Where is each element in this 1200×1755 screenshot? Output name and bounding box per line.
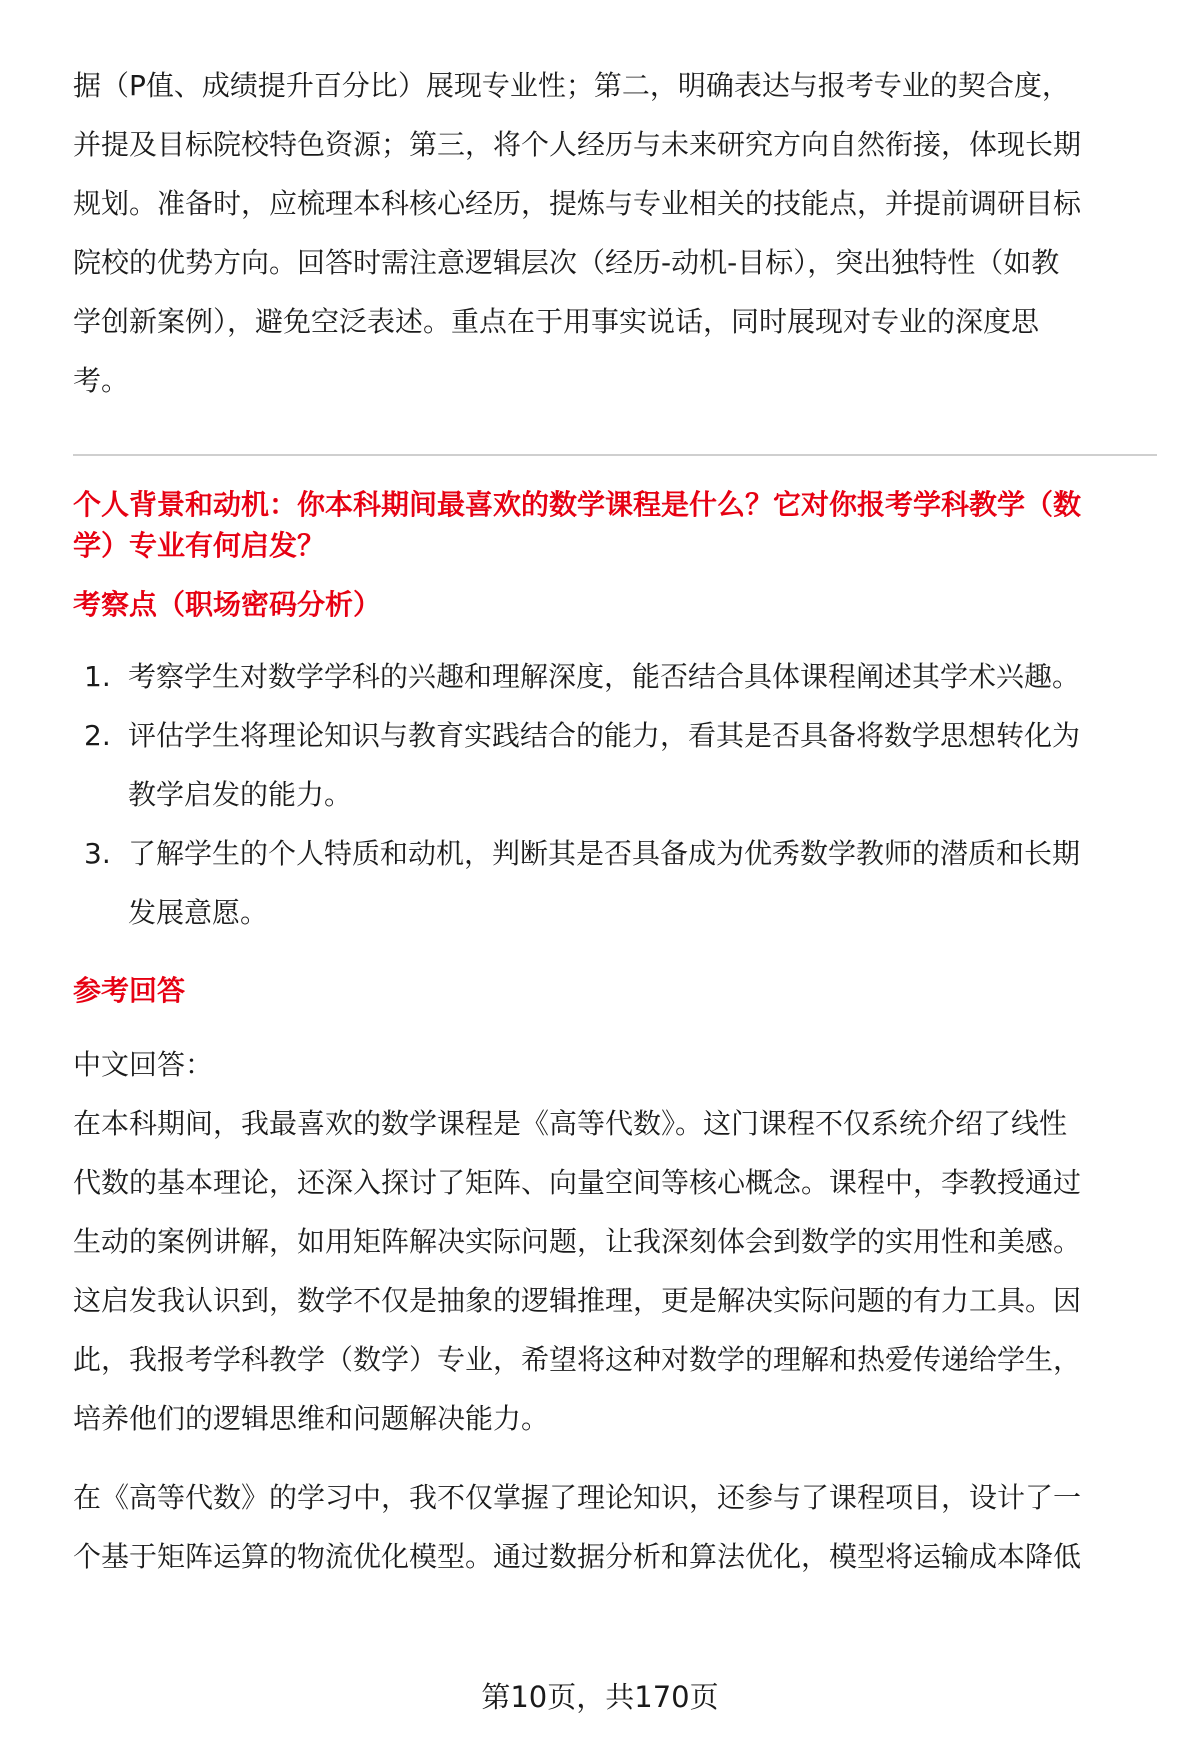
text-line: 据（P值、成绩提升百分比）展现专业性；第二，明确表达与报考专业的契合度，	[73, 69, 1070, 102]
text-line: 考。	[73, 364, 130, 397]
assessment-heading: 考察点（职场密码分析）	[73, 588, 382, 621]
list-item-text: 了解学生的个人特质和动机，判断其是否具备成为优秀数学教师的潜质和长期	[128, 837, 1081, 870]
text-line: 生动的案例讲解，如用矩阵解决实际问题，让我深刻体会到数学的实用性和美感。	[73, 1225, 1082, 1258]
list-number: 1.	[84, 660, 111, 693]
list-item	[73, 706, 1157, 824]
question-title	[73, 484, 1157, 566]
text-line: 培养他们的逻辑思维和问题解决能力。	[73, 1402, 550, 1435]
list-number: 2.	[84, 719, 111, 752]
intro-paragraph	[73, 56, 1157, 410]
question-title-line: 学）专业有何启发？	[73, 529, 326, 562]
list-item-text: 教学启发的能力。	[128, 778, 353, 811]
text-line: 并提及目标院校特色资源；第三，将个人经历与未来研究方向自然衔接，体现长期	[73, 128, 1082, 161]
list-number: 3.	[84, 837, 111, 870]
text-line: 个基于矩阵运算的物流优化模型。通过数据分析和算法优化，模型将运输成本降低	[73, 1540, 1082, 1573]
document-page	[73, 56, 1157, 1586]
paragraph-gap	[73, 1448, 1157, 1468]
text-line: 在《高等代数》的学习中，我不仅掌握了理论知识，还参与了课程项目，设计了一	[73, 1481, 1082, 1514]
assessment-list	[73, 647, 1157, 942]
text-line: 这启发我认识到，数学不仅是抽象的逻辑推理，更是解决实际问题的有力工具。因	[73, 1284, 1082, 1317]
chinese-answer-label: 中文回答：	[73, 1048, 214, 1081]
text-line: 代数的基本理论，还深入探讨了矩阵、向量空间等核心概念。课程中，李教授通过	[73, 1166, 1082, 1199]
answer-paragraph-1	[73, 1094, 1157, 1448]
answer-heading: 参考回答	[73, 974, 186, 1007]
text-line: 院校的优势方向。回答时需注意逻辑层次（经历-动机-目标），突出独特性（如教	[73, 246, 1060, 279]
text-line: 在本科期间，我最喜欢的数学课程是《高等代数》。这门课程不仅系统介绍了线性	[73, 1107, 1068, 1140]
answer-paragraph-2	[73, 1468, 1157, 1586]
text-line: 规划。准备时，应梳理本科核心经历，提炼与专业相关的技能点，并提前调研目标	[73, 187, 1082, 220]
section-divider	[73, 454, 1157, 456]
list-item	[73, 647, 1157, 706]
list-item-text: 发展意愿。	[128, 896, 269, 929]
list-item	[73, 824, 1157, 942]
list-item-text: 评估学生将理论知识与教育实践结合的能力，看其是否具备将数学思想转化为	[128, 719, 1081, 752]
list-item-text: 考察学生对数学学科的兴趣和理解深度，能否结合具体课程阐述其学术兴趣。	[128, 660, 1081, 693]
text-line: 此，我报考学科教学（数学）专业，希望将这种对数学的理解和热爱传递给学生，	[73, 1343, 1082, 1376]
question-title-line: 个人背景和动机：你本科期间最喜欢的数学课程是什么？它对你报考学科教学（数	[73, 488, 1082, 521]
text-line: 学创新案例），避免空泛表述。重点在于用事实说话，同时展现对专业的深度思	[73, 305, 1040, 338]
page-footer: 第10页，共170页	[481, 1680, 719, 1714]
